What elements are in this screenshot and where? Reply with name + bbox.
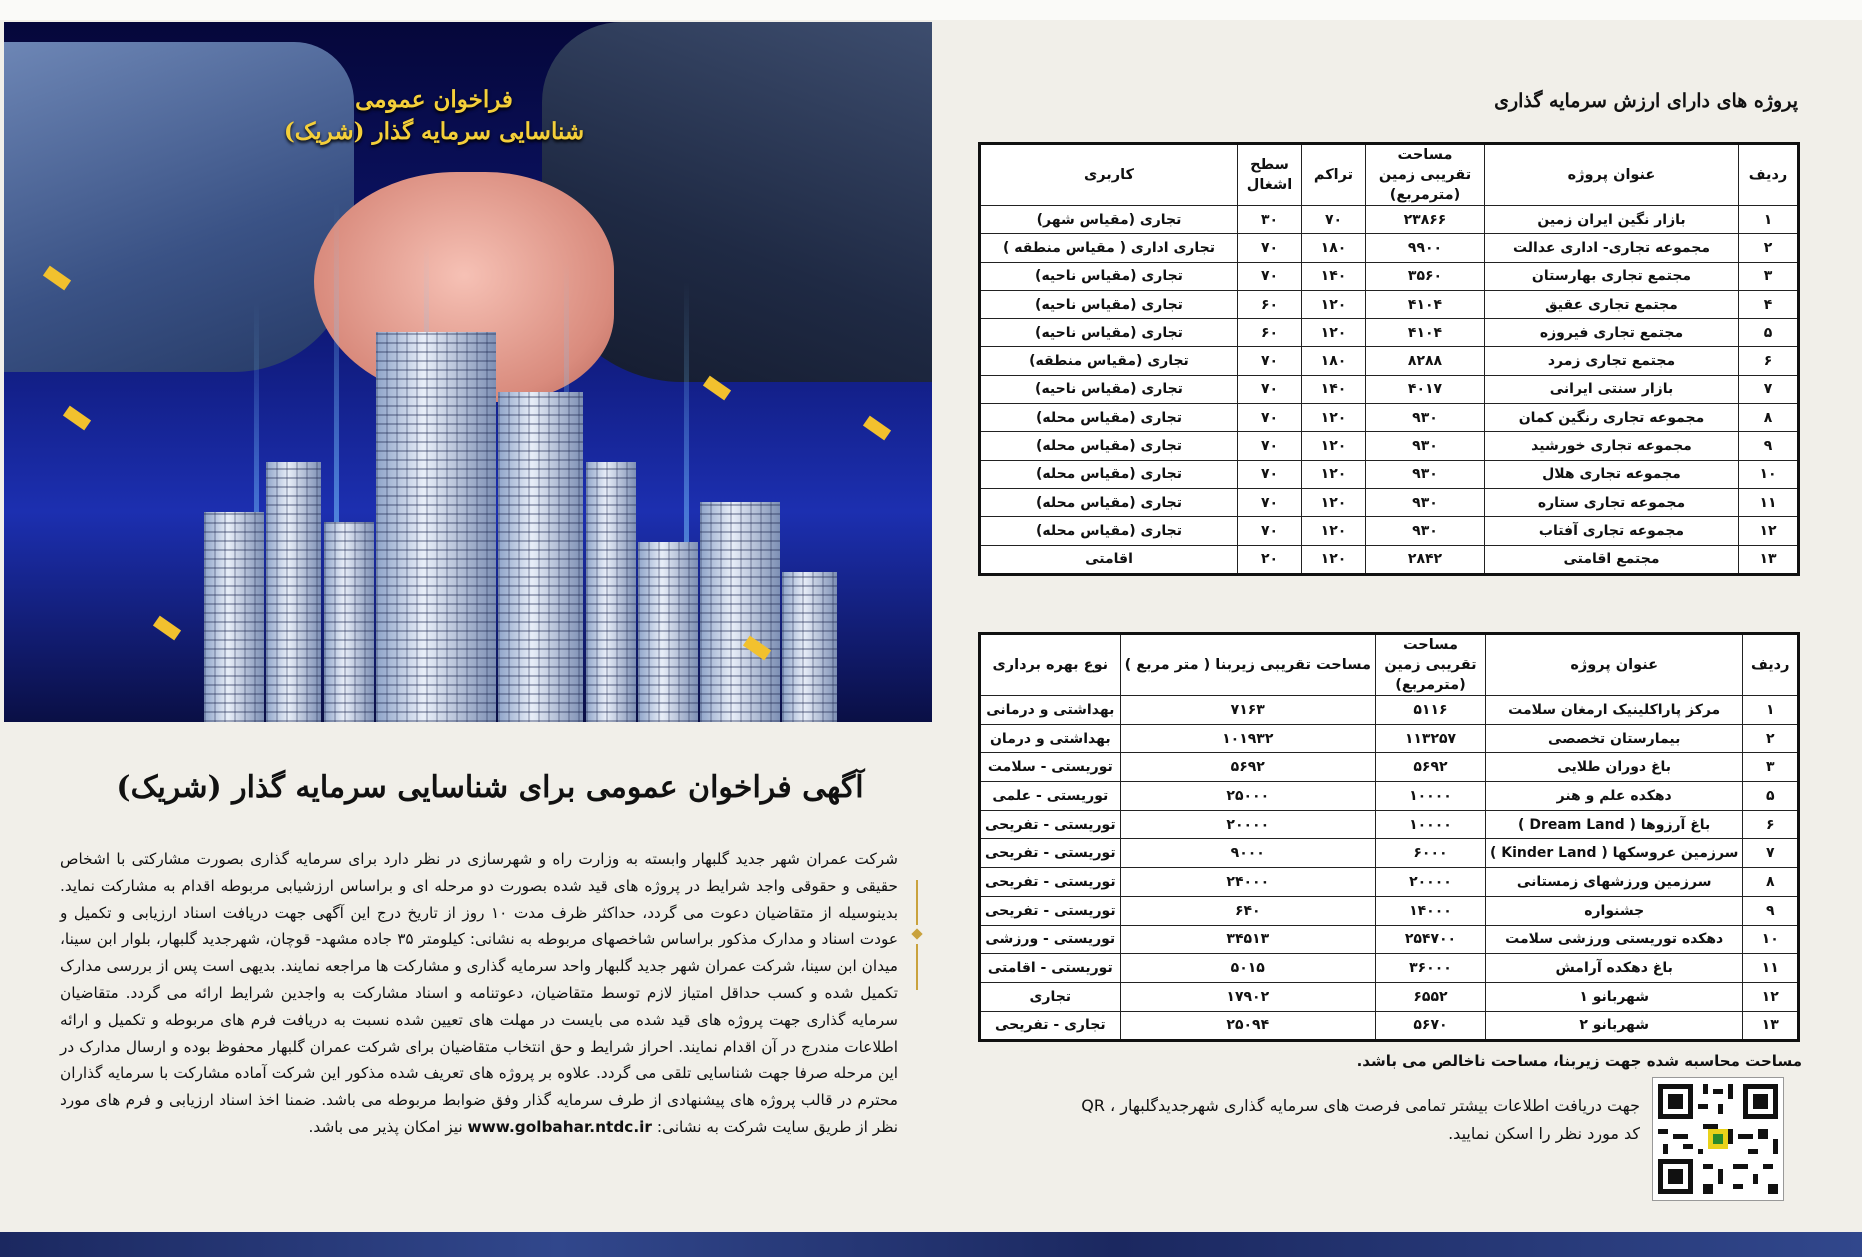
cell-area: ۶۵۵۲: [1375, 982, 1485, 1011]
cell-occupancy: ۷۰: [1238, 262, 1302, 290]
cell-area: ۲۰۰۰۰: [1375, 868, 1485, 897]
table-row: [980, 404, 1799, 432]
cell-name: باغ دوران طلایی: [1485, 753, 1742, 782]
building: [498, 392, 583, 722]
cell-row: ۴: [1739, 290, 1799, 318]
cell-row: ۱۳: [1739, 545, 1799, 574]
top-margin: [0, 0, 1862, 20]
confetti: [863, 416, 891, 441]
cell-usage: تجاری (مقیاس محله): [980, 488, 1238, 516]
cell-area: ۳۶۰۰۰: [1375, 954, 1485, 983]
investment-projects-table: [978, 142, 1800, 576]
cell-density: ۱۸۰: [1302, 347, 1366, 375]
table-header-row: [980, 144, 1799, 206]
header-usage-type: نوع بهره برداری: [980, 634, 1121, 696]
cell-built: ۱۰۱۹۳۲: [1120, 724, 1375, 753]
header-built-area: مساحت تقریبی زیربنا ( متر مربع ): [1120, 634, 1375, 696]
table-row: [980, 488, 1799, 516]
cell-area: ۹۳۰: [1366, 432, 1485, 460]
section-title: پروژه های دارای ارزش سرمایه گذاری: [1494, 90, 1798, 112]
cell-usage: توریستی - ورزشی: [980, 925, 1121, 954]
table-row: [980, 982, 1799, 1011]
cell-density: ۱۴۰: [1302, 262, 1366, 290]
cell-area: ۸۲۸۸: [1366, 347, 1485, 375]
cell-density: ۱۲۰: [1302, 432, 1366, 460]
building: [376, 332, 496, 722]
cell-name: بازار سنتی ایرانی: [1485, 375, 1739, 403]
cell-usage: تجاری (مقیاس محله): [980, 432, 1238, 460]
cell-name: بازار نگین ایران زمین: [1485, 206, 1739, 234]
cell-occupancy: ۷۰: [1238, 234, 1302, 262]
cell-built: ۶۴۰: [1120, 896, 1375, 925]
cell-density: ۱۲۰: [1302, 488, 1366, 516]
cell-usage: اقامتی: [980, 545, 1238, 574]
cell-row: ۸: [1739, 404, 1799, 432]
cell-row: ۱۲: [1743, 982, 1799, 1011]
cell-built: ۱۷۹۰۲: [1120, 982, 1375, 1011]
cell-row: ۵: [1739, 319, 1799, 347]
cell-built: ۳۴۵۱۳: [1120, 925, 1375, 954]
cell-area: ۹۳۰: [1366, 404, 1485, 432]
cell-row: ۹: [1743, 896, 1799, 925]
cell-name: سرزمین عروسکها ( Kinder Land ): [1485, 839, 1742, 868]
cell-occupancy: ۲۰: [1238, 545, 1302, 574]
table-row: [980, 810, 1799, 839]
cell-area: ۲۸۴۲: [1366, 545, 1485, 574]
cell-name: مرکز پاراکلینیک ارمغان سلامت: [1485, 696, 1742, 725]
cell-name: مجموعه تجاری آفتاب: [1485, 517, 1739, 545]
cell-usage: تجاری (مقیاس ناحیه): [980, 262, 1238, 290]
cell-row: ۱۰: [1739, 460, 1799, 488]
cell-built: ۷۱۶۳: [1120, 696, 1375, 725]
building: [324, 522, 374, 722]
cell-row: ۷: [1743, 839, 1799, 868]
table-row: [980, 234, 1799, 262]
cell-built: ۲۴۰۰۰: [1120, 868, 1375, 897]
announcement-title: آگهی فراخوان عمومی برای شناسایی سرمایه گذار (شریک): [116, 770, 864, 805]
cell-name: باغ آرزوها ( Dream Land ): [1485, 810, 1742, 839]
cell-usage: تجاری اداری ( مقیاس منطقه ): [980, 234, 1238, 262]
table-row: [980, 724, 1799, 753]
announcement-body: [60, 846, 898, 1141]
cell-area: ۲۵۴۷۰۰: [1375, 925, 1485, 954]
cell-row: ۹: [1739, 432, 1799, 460]
building: [782, 572, 837, 722]
cell-usage: توریستی - سلامت: [980, 753, 1121, 782]
header-land-area: مساحت تقریبی زمین (مترمربع): [1366, 144, 1485, 206]
cell-occupancy: ۶۰: [1238, 290, 1302, 318]
table-row: [980, 432, 1799, 460]
cell-area: ۵۶۷۰: [1375, 1011, 1485, 1041]
cell-density: ۱۲۰: [1302, 460, 1366, 488]
building: [266, 462, 321, 722]
cell-occupancy: ۶۰: [1238, 319, 1302, 347]
cell-area: ۹۹۰۰: [1366, 234, 1485, 262]
table-row: [980, 290, 1799, 318]
cell-area: ۲۳۸۶۶: [1366, 206, 1485, 234]
cell-name: دهکده علم و هنر: [1485, 782, 1742, 811]
table-row: [980, 782, 1799, 811]
table-row: [980, 753, 1799, 782]
cell-occupancy: ۳۰: [1238, 206, 1302, 234]
cell-name: مجتمع تجاری فیروزه: [1485, 319, 1739, 347]
cell-usage: تجاری (مقیاس محله): [980, 517, 1238, 545]
cell-usage: تجاری (مقیاس شهر): [980, 206, 1238, 234]
table-header-row: [980, 634, 1799, 696]
cell-row: ۲: [1739, 234, 1799, 262]
header-row-number: ردیف: [1739, 144, 1799, 206]
hero-title-line1: فراخوان عمومی: [355, 86, 513, 113]
cell-area: ۹۳۰: [1366, 488, 1485, 516]
cell-usage: تجاری (مقیاس ناحیه): [980, 375, 1238, 403]
cell-row: ۱۱: [1739, 488, 1799, 516]
cell-built: ۲۵۰۹۴: [1120, 1011, 1375, 1041]
cell-occupancy: ۷۰: [1238, 460, 1302, 488]
cell-name: مجتمع تجاری عقیق: [1485, 290, 1739, 318]
website-link[interactable]: www.golbahar.ntdc.ir: [467, 1117, 652, 1136]
cell-row: ۶: [1739, 347, 1799, 375]
table-row: [980, 696, 1799, 725]
area-note: مساحت محاسبه شده جهت زیربنا، مساحت ناخالص می باشد.: [1356, 1052, 1802, 1070]
cell-area: ۹۳۰: [1366, 517, 1485, 545]
cell-built: ۲۵۰۰۰: [1120, 782, 1375, 811]
cell-occupancy: ۷۰: [1238, 347, 1302, 375]
cell-name: مجموعه تجاری ستاره: [1485, 488, 1739, 516]
cell-usage: تجاری: [980, 982, 1121, 1011]
table-row: [980, 839, 1799, 868]
cell-usage: تجاری (مقیاس ناحیه): [980, 319, 1238, 347]
hero-image: [4, 22, 932, 722]
cell-name: مجتمع اقامتی: [1485, 545, 1739, 574]
qr-code-icon: [1653, 1078, 1783, 1200]
cell-row: ۱۰: [1743, 925, 1799, 954]
cell-usage: توریستی - اقامتی: [980, 954, 1121, 983]
header-project-name: عنوان پروژه: [1485, 634, 1742, 696]
cell-name: مجتمع تجاری زمرد: [1485, 347, 1739, 375]
cell-name: شهربانو ۲: [1485, 1011, 1742, 1041]
cell-row: ۳: [1739, 262, 1799, 290]
header-row-number: ردیف: [1743, 634, 1799, 696]
header-land-area: مساحت تقریبی زمین (مترمربع): [1375, 634, 1485, 696]
cell-name: باغ دهکده آرامش: [1485, 954, 1742, 983]
cell-density: ۱۴۰: [1302, 375, 1366, 403]
building: [204, 512, 264, 722]
cell-area: ۱۱۳۲۵۷: [1375, 724, 1485, 753]
cell-name: جشنواره: [1485, 896, 1742, 925]
building: [586, 462, 636, 722]
cell-area: ۶۰۰۰: [1375, 839, 1485, 868]
qr-code[interactable]: [1652, 1077, 1784, 1201]
table-row: [980, 896, 1799, 925]
cell-usage: تجاری - تفریحی: [980, 1011, 1121, 1041]
hero-title-line2: شناسایی سرمایه گذار (شریک): [283, 118, 585, 145]
cell-built: ۵۰۱۵: [1120, 954, 1375, 983]
cell-row: ۸: [1743, 868, 1799, 897]
qr-instructions: جهت دریافت اطلاعات بیشتر تمامی فرصت های سرمایه گذاری شهرجدیدگلبهار ، QR کد مورد نظر را اسکن نمایید.: [1081, 1096, 1640, 1143]
announcement-text: شرکت عمران شهر جدید گلبهار وابسته به وزارت راه و شهرسازی در نظر دارد برای سرمایه گذاری بصورت مشارکتی با اشخاص حقیقی و حقوقی واجد شرایط در پروژه های قید شده بصورت دو مرحله ای و براساس ارزشیابی مربوطه اقدام به مشارکت نماید. بدینوسیله از متقاضیان دعوت می گردد، حداکثر ظرف مدت ۱۰ روز از تاریخ درج این آگهی جهت دریافت اسناد ارزیابی و تکمیل و عودت اسناد و مدارک مذکور براساس شاخصهای مربوطه به نشانی: کیلومتر ۳۵ جاده مشهد- قوچان، شهرجدید گلبهار، بلوار ابن سینا، میدان ابن سینا، شرکت عمران شهر جدید گلبهار واحد سرمایه گذاری و مشارکت ها مراجعه نمایند. بدیهی است پس از بررسی مدارک تکمیل شده و کسب حداقل امتیاز لازم توسط متقاضیان، دعوتنامه و اسناد مشارکت به واجدین شرایط ارائه می گردد. متقاضیان سرمایه گذاری جهت پروژه های قید شده می بایست در مهلت های تعیین شده نسبت به دریافت فرم های مربوطه و تکمیل و ارائه اطلاعات مندرج در آن اقدام نمایند. احراز شرایط و حق انتخاب متقاضیان برای شرکت عمران گلبهار محفوظ بوده و ارسال مدارک در این مرحله صرفا جهت شناسایی تلقی می گردد. علاوه بر پروژه های تعریف شده مذکور این شرکت آماده مشارکت با سرمایه گذاران محترم در قالب پروژه های پیشنهادی از طرف سرمایه گذار وفق ضوابط مربوطه می باشد. ضمنا اخذ اسناد ارزیابی و فرم های مورد نظر از طریق سایت شرکت به نشانی:: [60, 850, 898, 1136]
cell-row: ۶: [1743, 810, 1799, 839]
cell-name: بیمارستان تخصصی: [1485, 724, 1742, 753]
cell-name: سرزمین ورزشهای زمستانی: [1485, 868, 1742, 897]
building: [638, 542, 698, 722]
confetti: [63, 406, 91, 431]
cell-usage: تجاری (مقیاس محله): [980, 460, 1238, 488]
cell-name: مجموعه تجاری- اداری عدالت: [1485, 234, 1739, 262]
cell-density: ۱۸۰: [1302, 234, 1366, 262]
cell-row: ۱۱: [1743, 954, 1799, 983]
cell-occupancy: ۷۰: [1238, 375, 1302, 403]
cell-usage: توریستی - تفریحی: [980, 839, 1121, 868]
cell-occupancy: ۷۰: [1238, 517, 1302, 545]
cell-area: ۴۰۱۷: [1366, 375, 1485, 403]
cell-area: ۱۴۰۰۰: [1375, 896, 1485, 925]
table-row: [980, 1011, 1799, 1041]
cell-name: شهربانو ۱: [1485, 982, 1742, 1011]
cell-density: ۷۰: [1302, 206, 1366, 234]
cell-occupancy: ۷۰: [1238, 404, 1302, 432]
cell-usage: توریستی - تفریحی: [980, 868, 1121, 897]
cell-usage: تجاری (مقیاس محله): [980, 404, 1238, 432]
cell-area: ۴۱۰۴: [1366, 290, 1485, 318]
cell-area: ۱۰۰۰۰: [1375, 782, 1485, 811]
cell-name: مجموعه تجاری رنگین کمان: [1485, 404, 1739, 432]
cell-area: ۵۶۹۲: [1375, 753, 1485, 782]
header-usage: کاربری: [980, 144, 1238, 206]
cell-built: ۹۰۰۰: [1120, 839, 1375, 868]
cell-area: ۹۳۰: [1366, 460, 1485, 488]
cell-area: ۳۵۶۰: [1366, 262, 1485, 290]
cell-row: ۲: [1743, 724, 1799, 753]
bottom-decorative-strip: [0, 1232, 1862, 1257]
table-row: [980, 925, 1799, 954]
cell-usage: توریستی - تفریحی: [980, 810, 1121, 839]
cell-row: ۵: [1743, 782, 1799, 811]
cell-density: ۱۲۰: [1302, 290, 1366, 318]
cell-density: ۱۲۰: [1302, 319, 1366, 347]
cell-name: مجموعه تجاری هلال: [1485, 460, 1739, 488]
cell-area: ۴۱۰۴: [1366, 319, 1485, 347]
table-row: [980, 460, 1799, 488]
cell-density: ۱۲۰: [1302, 545, 1366, 574]
cell-row: ۳: [1743, 753, 1799, 782]
service-projects-table: [978, 632, 1800, 1042]
cell-usage: بهداشتی و درمانی: [980, 696, 1121, 725]
table-row: [980, 347, 1799, 375]
hero-title: [224, 84, 644, 148]
header-project-name: عنوان پروژه: [1485, 144, 1739, 206]
cell-occupancy: ۷۰: [1238, 488, 1302, 516]
header-density: تراکم: [1302, 144, 1366, 206]
cell-density: ۱۲۰: [1302, 517, 1366, 545]
cell-usage: بهداشتی و درمان: [980, 724, 1121, 753]
table-row: [980, 375, 1799, 403]
cell-density: ۱۲۰: [1302, 404, 1366, 432]
announcement-text-end: نیز امکان پذیر می باشد.: [308, 1117, 463, 1136]
cell-area: ۱۰۰۰۰: [1375, 810, 1485, 839]
cell-usage: تجاری (مقیاس منطقه): [980, 347, 1238, 375]
table-row: [980, 206, 1799, 234]
cell-occupancy: ۷۰: [1238, 432, 1302, 460]
table-row: [980, 868, 1799, 897]
cell-built: ۲۰۰۰۰: [1120, 810, 1375, 839]
table-row: [980, 545, 1799, 574]
table-row: [980, 517, 1799, 545]
cell-row: ۷: [1739, 375, 1799, 403]
table-row: [980, 954, 1799, 983]
cell-name: مجموعه تجاری خورشید: [1485, 432, 1739, 460]
cell-row: ۱۲: [1739, 517, 1799, 545]
cell-name: مجتمع تجاری بهارستان: [1485, 262, 1739, 290]
confetti: [153, 616, 181, 641]
building: [700, 502, 780, 722]
cell-built: ۵۶۹۲: [1120, 753, 1375, 782]
header-occupancy: سطح اشغال: [1238, 144, 1302, 206]
table-row: [980, 319, 1799, 347]
decorative-divider: [910, 880, 924, 990]
cell-usage: تجاری (مقیاس ناحیه): [980, 290, 1238, 318]
cell-area: ۵۱۱۶: [1375, 696, 1485, 725]
cell-row: ۱۳: [1743, 1011, 1799, 1041]
cell-row: ۱: [1739, 206, 1799, 234]
cell-name: دهکده توریستی ورزشی سلامت: [1485, 925, 1742, 954]
cell-row: ۱: [1743, 696, 1799, 725]
cell-usage: توریستی - علمی: [980, 782, 1121, 811]
cell-usage: توریستی - تفریحی: [980, 896, 1121, 925]
table-row: [980, 262, 1799, 290]
